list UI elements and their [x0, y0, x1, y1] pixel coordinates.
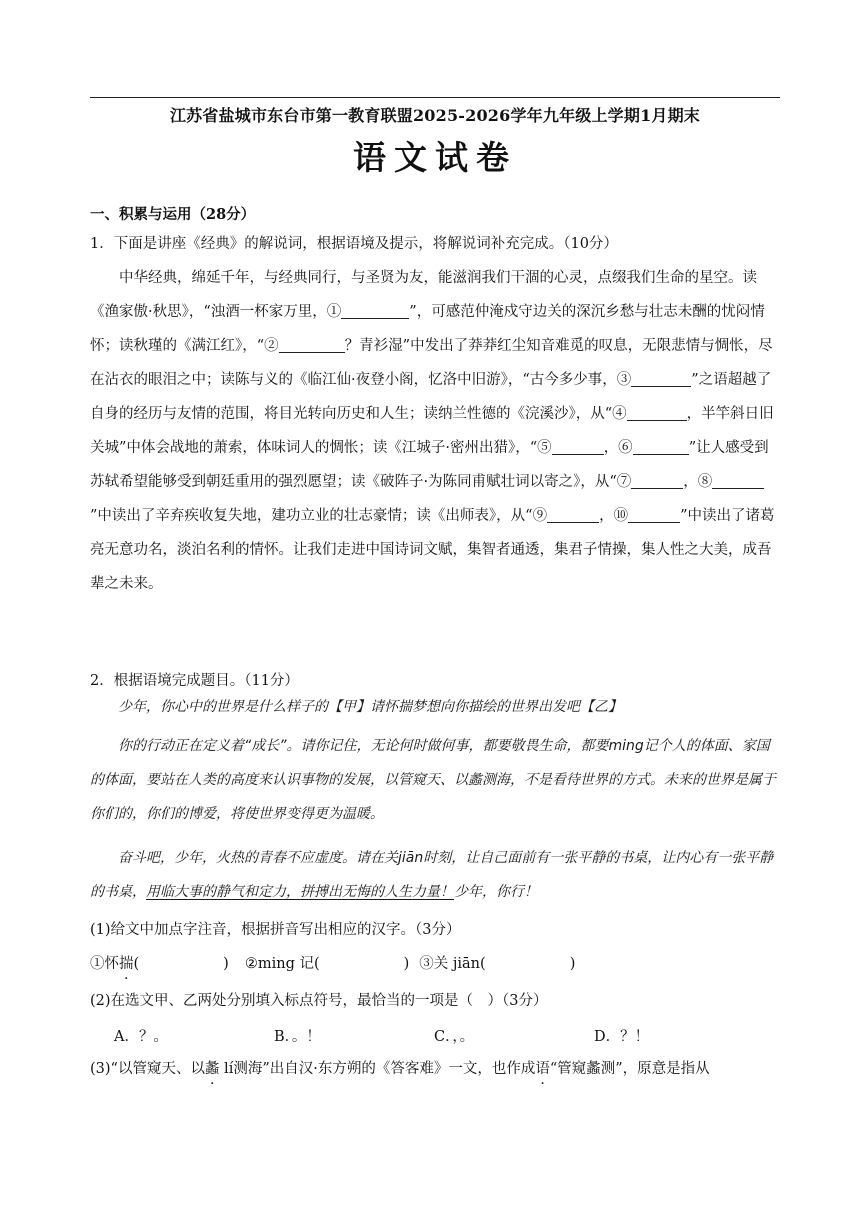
passage-text-f: ，⑥	[603, 440, 633, 456]
sub3-text-c: “管窥蠡测”，原意是指从	[549, 1061, 710, 1077]
dotted-char-1: 揣	[119, 956, 134, 972]
blank-7[interactable]	[631, 472, 683, 489]
blank-5[interactable]	[552, 438, 604, 455]
question-1-passage	[90, 261, 780, 601]
passage-text-h: ，⑧	[683, 474, 713, 490]
passage-text-c: ？青衫湿”中发出了莽莽红尘知音难觅的叹息，无限悲情与惆怅，尽在沾衣的眼泪之中；读陈与义的《临江仙·夜登小阁，忆洛中旧游》，“古今多少事，③	[90, 338, 773, 388]
blank-8[interactable]	[712, 472, 764, 489]
sub3-text-b: lí测海”出自汉·东方朔的《答客难》一文，也作成	[219, 1061, 536, 1077]
blank-9[interactable]	[547, 506, 599, 523]
blank-2[interactable]	[279, 336, 345, 353]
sub-question-1-stem: (1)给文中加点字注音，根据拼音写出相应的汉字。（3分）	[90, 922, 461, 938]
passage-text-d: ”之语超越了自身的经历与友情的范围，将目光转向历史和人生；读纳兰性德的《浣溪沙》，从“④	[90, 372, 772, 422]
handwritten-para-1: 少年，你心中的世界是什么样子的【甲】请怀揣梦想向你描绘的世界出发吧【乙】	[118, 699, 622, 715]
question-1-stem: 1．下面是讲座《经典》的解说词，根据语境及提示，将解说词补充完成。（10分）	[90, 236, 618, 252]
underlined-sentence: 用临大事的静气和定力，拼搏出无悔的人生力量！	[146, 884, 454, 900]
handwritten-para-3	[90, 841, 780, 909]
blank-4[interactable]	[627, 404, 687, 421]
item-2-label: ②ming 记(	[244, 956, 320, 972]
option-a[interactable]: A．？。	[114, 1029, 168, 1045]
question-2-stem: 2．根据语境完成题目。（11分）	[90, 673, 299, 689]
option-d[interactable]: D．？！	[594, 1029, 650, 1045]
sub-question-2-stem: (2)在选文甲、乙两处分别填入标点符号，最恰当的一项是（ ）（3分）	[90, 993, 548, 1009]
exam-subtitle: 江苏省盐城市东台市第一教育联盟2025-2026学年九年级上学期1月期末	[169, 106, 701, 125]
item-1-label: ①怀	[90, 956, 119, 972]
passage-text-a: 中华经典，绵延千年，与经典同行，与圣贤为友，能滋润我们干涸的心灵，点缀我们生命的星空。读《渔家傲·秋思》，“浊酒一杯家万里，①	[90, 270, 757, 320]
sub-question-1-items	[90, 947, 780, 981]
handwritten-para-2: 你的行动正在定义着“成长”。请你记住，无论何时做何事，都要敬畏生命，都要ming记个人的体面、家国的体面，要站在人类的高度来认识事物的发展，以管窥天、以蠡测海，不是看待世界的方式。未来的世界是属于你们的，你们的博爱，将使世界变得更为温暖。	[90, 738, 776, 822]
passage-text-g: ”让人感受到苏轼希望能够受到朝廷重用的强烈愿望；读《破阵子·为陈同甫赋壮词以寄之》，从“⑦	[90, 440, 769, 490]
handwritten-para-3-end: 少年，你行！	[454, 884, 538, 900]
passage-text-i: ”中读出了辛弃疾收复失地，建功立业的壮志豪情；读《出师表》，从“⑨	[90, 508, 548, 524]
item-1-close: )	[223, 956, 229, 972]
passage-text-k: ”中读出了诸葛亮无意功名，淡泊名利的情怀。让我们走进中国诗词文赋，集智者通透，集君子情操，集人性之大美，成吾辈之未来。	[90, 508, 775, 592]
header-rule	[90, 97, 780, 98]
item-3-label: ③关 jiān(	[419, 956, 486, 972]
section-heading: 一、积累与运用（28分）	[90, 206, 256, 223]
item-1-open: (	[133, 956, 140, 972]
sub3-text-a: (3)“以管窥天、以	[90, 1061, 205, 1077]
handwritten-para-3-text: 奋斗吧，少年，火热的青春不应虚度。请在关jiān时刻，让自己面前有一张平静的书桌，让内心有一张平静的书桌，	[90, 850, 774, 900]
passage-text-b: ”，可感范仲淹戍守边关的深沉乡愁与壮志未酬的忧闷情怀；读秋瑾的《满江红》，“②	[90, 304, 765, 354]
blank-10[interactable]	[628, 506, 680, 523]
blank-1[interactable]	[341, 302, 409, 319]
option-c[interactable]: C．，。	[434, 1029, 475, 1045]
dotted-char-yu: 语	[535, 1061, 550, 1077]
sub-question-3-stem	[90, 1052, 780, 1086]
exam-title: 语文试卷	[353, 138, 517, 177]
dotted-char-li: 蠡	[204, 1061, 220, 1077]
passage-text-e: ，半竿斜日旧关城”中体会战地的萧索，体味词人的惆怅；读《江城子·密州出猎》，“⑤	[90, 406, 774, 456]
sub-question-2-options	[90, 1020, 780, 1054]
passage-text-j: ，⑩	[599, 508, 629, 524]
blank-6[interactable]	[633, 438, 689, 455]
item-3-close: )	[569, 956, 576, 972]
option-b[interactable]: B．。！	[274, 1029, 321, 1045]
item-2-close: )	[403, 956, 410, 972]
blank-3[interactable]	[631, 370, 691, 387]
